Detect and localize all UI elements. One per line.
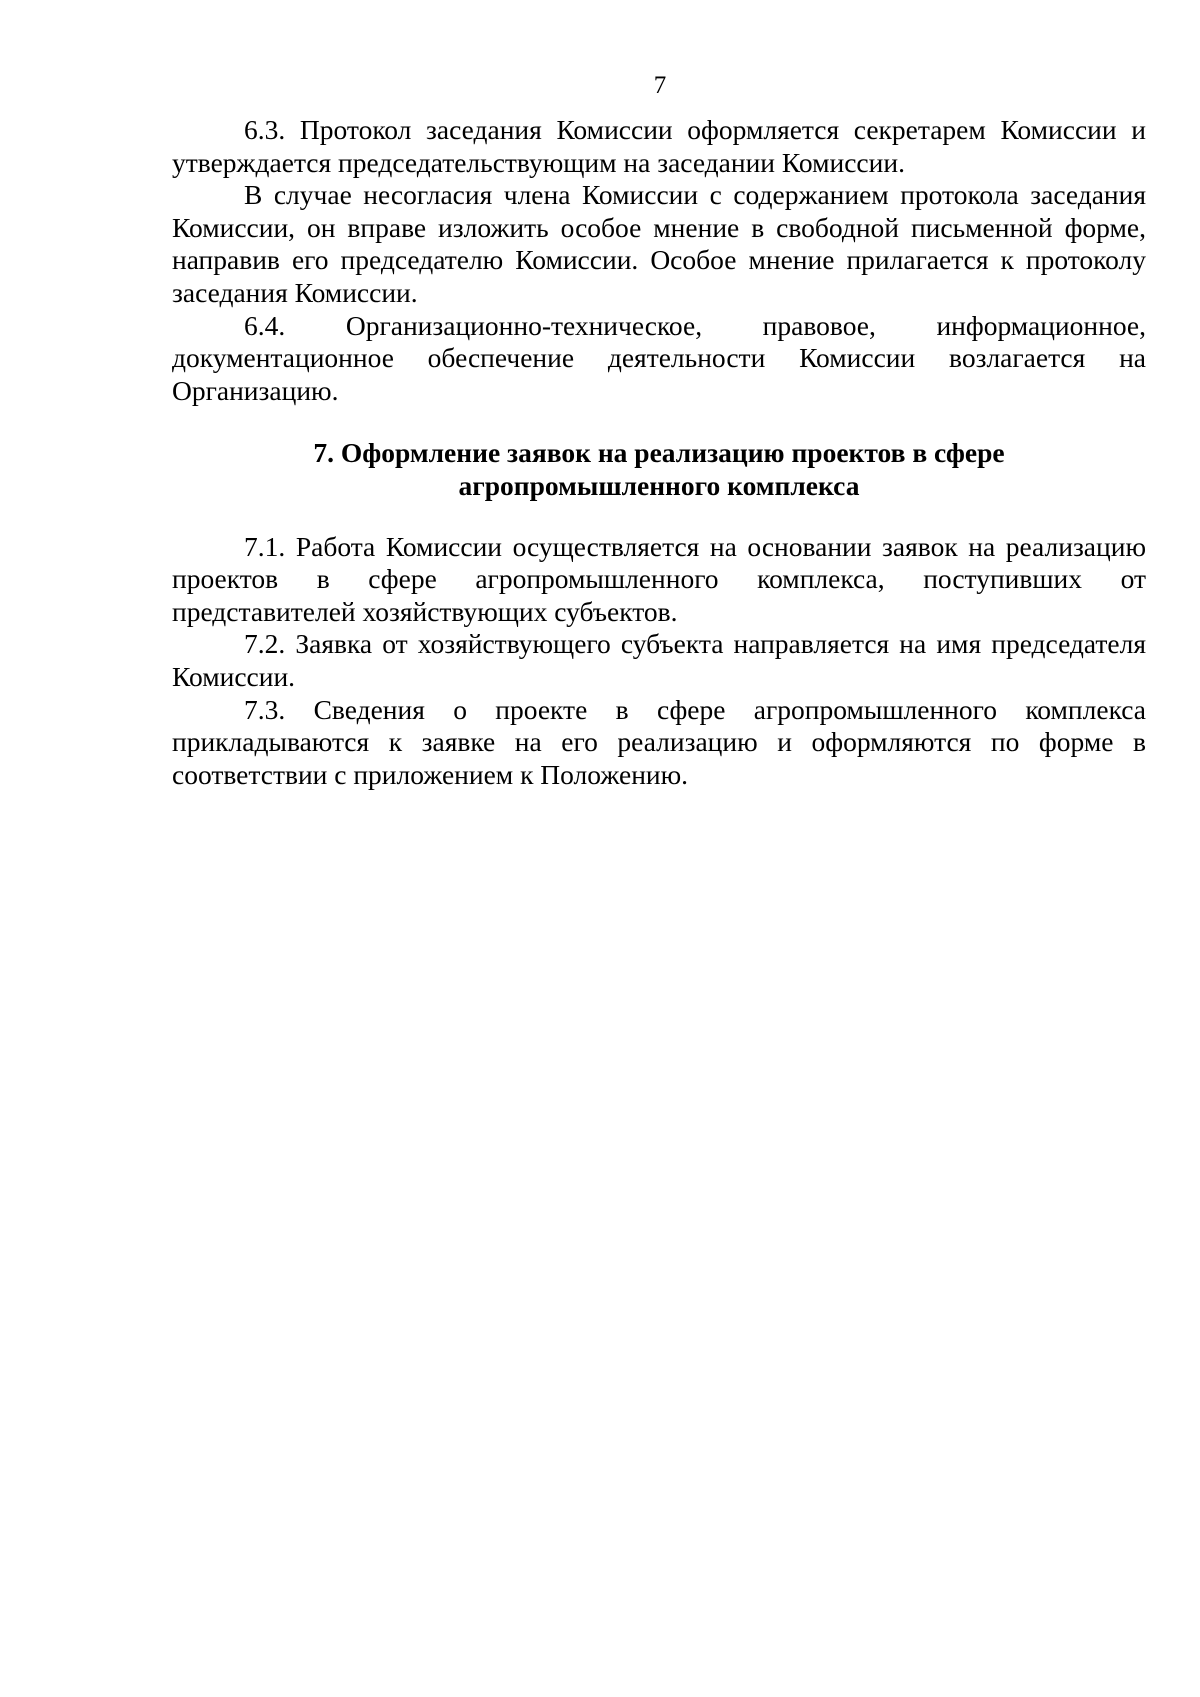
section-7-heading-line-2: агропромышленного комплекса bbox=[458, 469, 860, 501]
page-number: 7 bbox=[653, 72, 667, 99]
paragraph-7-3: 7.3. Сведения о проекте в сфере агропромышленного комплекса прикладываются к заявке на его реализацию и оформляются по форме в соответствии с приложением к Положению. bbox=[172, 693, 1146, 790]
section-7-heading bbox=[172, 437, 1146, 502]
section-7-heading-line-1: 7. Оформление заявок на реализацию проектов в сфере bbox=[313, 437, 1005, 469]
paragraph-7-2: 7.2. Заявка от хозяйствующего субъекта направляется на имя председателя Комиссии. bbox=[172, 628, 1146, 692]
paragraph-7-1: 7.1. Работа Комиссии осуществляется на основании заявок на реализацию проектов в сфере агропромышленного комплекса, поступивших от представителей хозяйствующих субъектов. bbox=[172, 530, 1146, 627]
paragraph-6-3-dissent: В случае несогласия члена Комиссии с содержанием протокола заседания Комиссии, он вправе изложить особое мнение в свободной письменной форме, направив его председателю Комиссии. Особое мнение прилагается к протоколу заседания Комиссии. bbox=[172, 179, 1146, 308]
document-body bbox=[172, 114, 1146, 791]
paragraph-6-4: 6.4. Организационно-техническое, правовое, информационное, документационное обеспечение деятельности Комиссии возлагается на Организацию. bbox=[172, 309, 1146, 406]
paragraph-6-3: 6.3. Протокол заседания Комиссии оформляется секретарем Комиссии и утверждается председательствующим на заседании Комиссии. bbox=[172, 114, 1146, 178]
